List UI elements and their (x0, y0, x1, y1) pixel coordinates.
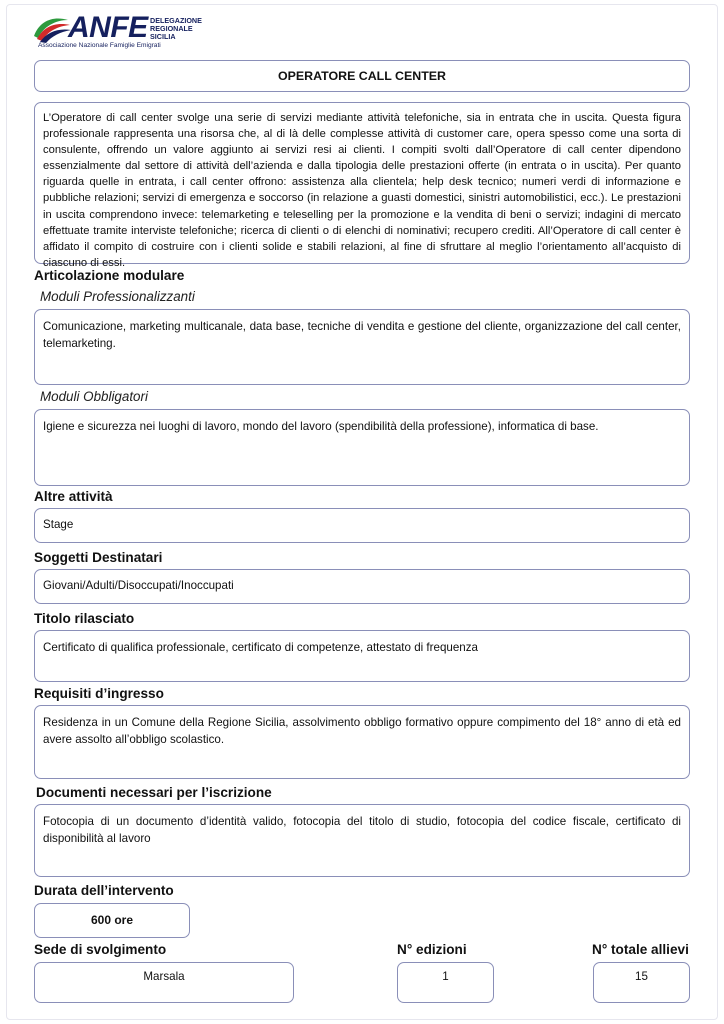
description-text: L’Operatore di call center svolge una serie di servizi mediante attività telefoniche, sia in entrata che in uscita. Questa figura professionale rappresenta una risorsa che, al di là delle complesse attività di customer care, opera spesso come una sorta di consulente, offrendo un valore aggiunto ai servizi resi ai clienti. I compiti svolti dall’Operatore di call center dipendono essenzialmente dal settore di attività dell’azienda e dalla tipologia delle prestazioni offerte (in entrata o in uscita). Per quanto riguarda quelle in entrata, i call center offrono: assistenza alla clientela; help desk tecnico; numeri verdi di informazione e pubbliche relazioni; servizi di emergenza e soccorso (in relazione a guasti domestici, sinistri automobilistici, ecc.). Le prestazioni in uscita comprendono invece: telemarketing e teleselling per la promozione e la vendita di beni o servizi; indagini di mercato effettuate tramite interviste telefoniche; ricerca di clienti o di elenchi di nominativi; recupero crediti. All’Operatore di call center è affidato il compito di costruire con i clienti solide e stabili relazioni, al fine di sfruttare al meglio l’orientamento all’acquisto di ciascuno di essi. (43, 112, 681, 269)
recipients-heading: Soggetti Destinatari (34, 550, 163, 565)
students-box (593, 962, 690, 1003)
venue-box (34, 962, 294, 1003)
logo-association: Associazione Nazionale Famiglie Emigrati (38, 42, 161, 49)
documents-heading: Documenti necessari per l’iscrizione (36, 785, 272, 800)
logo-swoosh-icon (32, 14, 72, 44)
mandatory-modules-subheading: Moduli Obbligatori (40, 389, 148, 404)
duration-value: 600 ore (90, 913, 134, 928)
title-box (34, 60, 690, 92)
recipients-box (34, 569, 690, 604)
mandatory-modules-text: Igiene e sicurezza nei luoghi di lavoro, mondo del lavoro (spendibilità della professione), informatica di base. (43, 420, 599, 433)
other-activities-heading: Altre attività (34, 489, 113, 504)
editions-heading: N° edizioni (397, 942, 467, 957)
venue-heading: Sede di svolgimento (34, 942, 167, 957)
duration-heading: Durata dell’intervento (34, 883, 174, 898)
requirements-box (34, 705, 690, 779)
certificate-heading: Titolo rilasciato (34, 611, 135, 626)
students-value: 15 (635, 970, 648, 984)
modular-heading: Articolazione modulare (34, 268, 185, 283)
editions-box (397, 962, 494, 1003)
logo-delegation-line1: DELEGAZIONE (150, 16, 202, 25)
professional-modules-text: Comunicazione, marketing multicanale, data base, tecniche di vendita e gestione del cliente, organizzazione del call center, telemarketing. (43, 320, 681, 350)
documents-box (34, 804, 690, 877)
requirements-text: Residenza in un Comune della Regione Sicilia, assolvimento obbligo formativo oppure compimento del 18° anno di età ed avere assolto all’obbligo scolastico. (43, 716, 681, 746)
page-title: OPERATORE CALL CENTER (278, 68, 446, 83)
certificate-text: Certificato di qualifica professionale, certificato di competenze, attestato di frequenza (43, 641, 479, 654)
venue-value: Marsala (143, 970, 185, 984)
logo-delegation-line2: REGIONALE (150, 24, 193, 33)
recipients-text: Giovani/Adulti/Disoccupati/Inoccupati (43, 579, 234, 592)
logo-brand: ANFE (68, 11, 148, 44)
editions-value: 1 (442, 970, 449, 984)
students-heading: N° totale allievi (592, 942, 689, 957)
logo-delegation (150, 17, 202, 41)
duration-box (34, 903, 190, 938)
requirements-heading: Requisiti d’ingresso (34, 686, 164, 701)
other-activities-box (34, 508, 690, 543)
certificate-box (34, 630, 690, 682)
description-box (34, 102, 690, 269)
anfe-logo (32, 11, 212, 54)
professional-modules-subheading: Moduli Professionalizzanti (40, 289, 195, 304)
other-activities-text: Stage (43, 518, 74, 531)
professional-modules-box (34, 309, 690, 385)
documents-text: Fotocopia di un documento d’identità valido, fotocopia del titolo di studio, fotocopia del codice fiscale, certificato di disponibilità al lavoro (43, 815, 681, 845)
logo-delegation-line3: SICILIA (150, 32, 176, 41)
mandatory-modules-box (34, 409, 690, 486)
